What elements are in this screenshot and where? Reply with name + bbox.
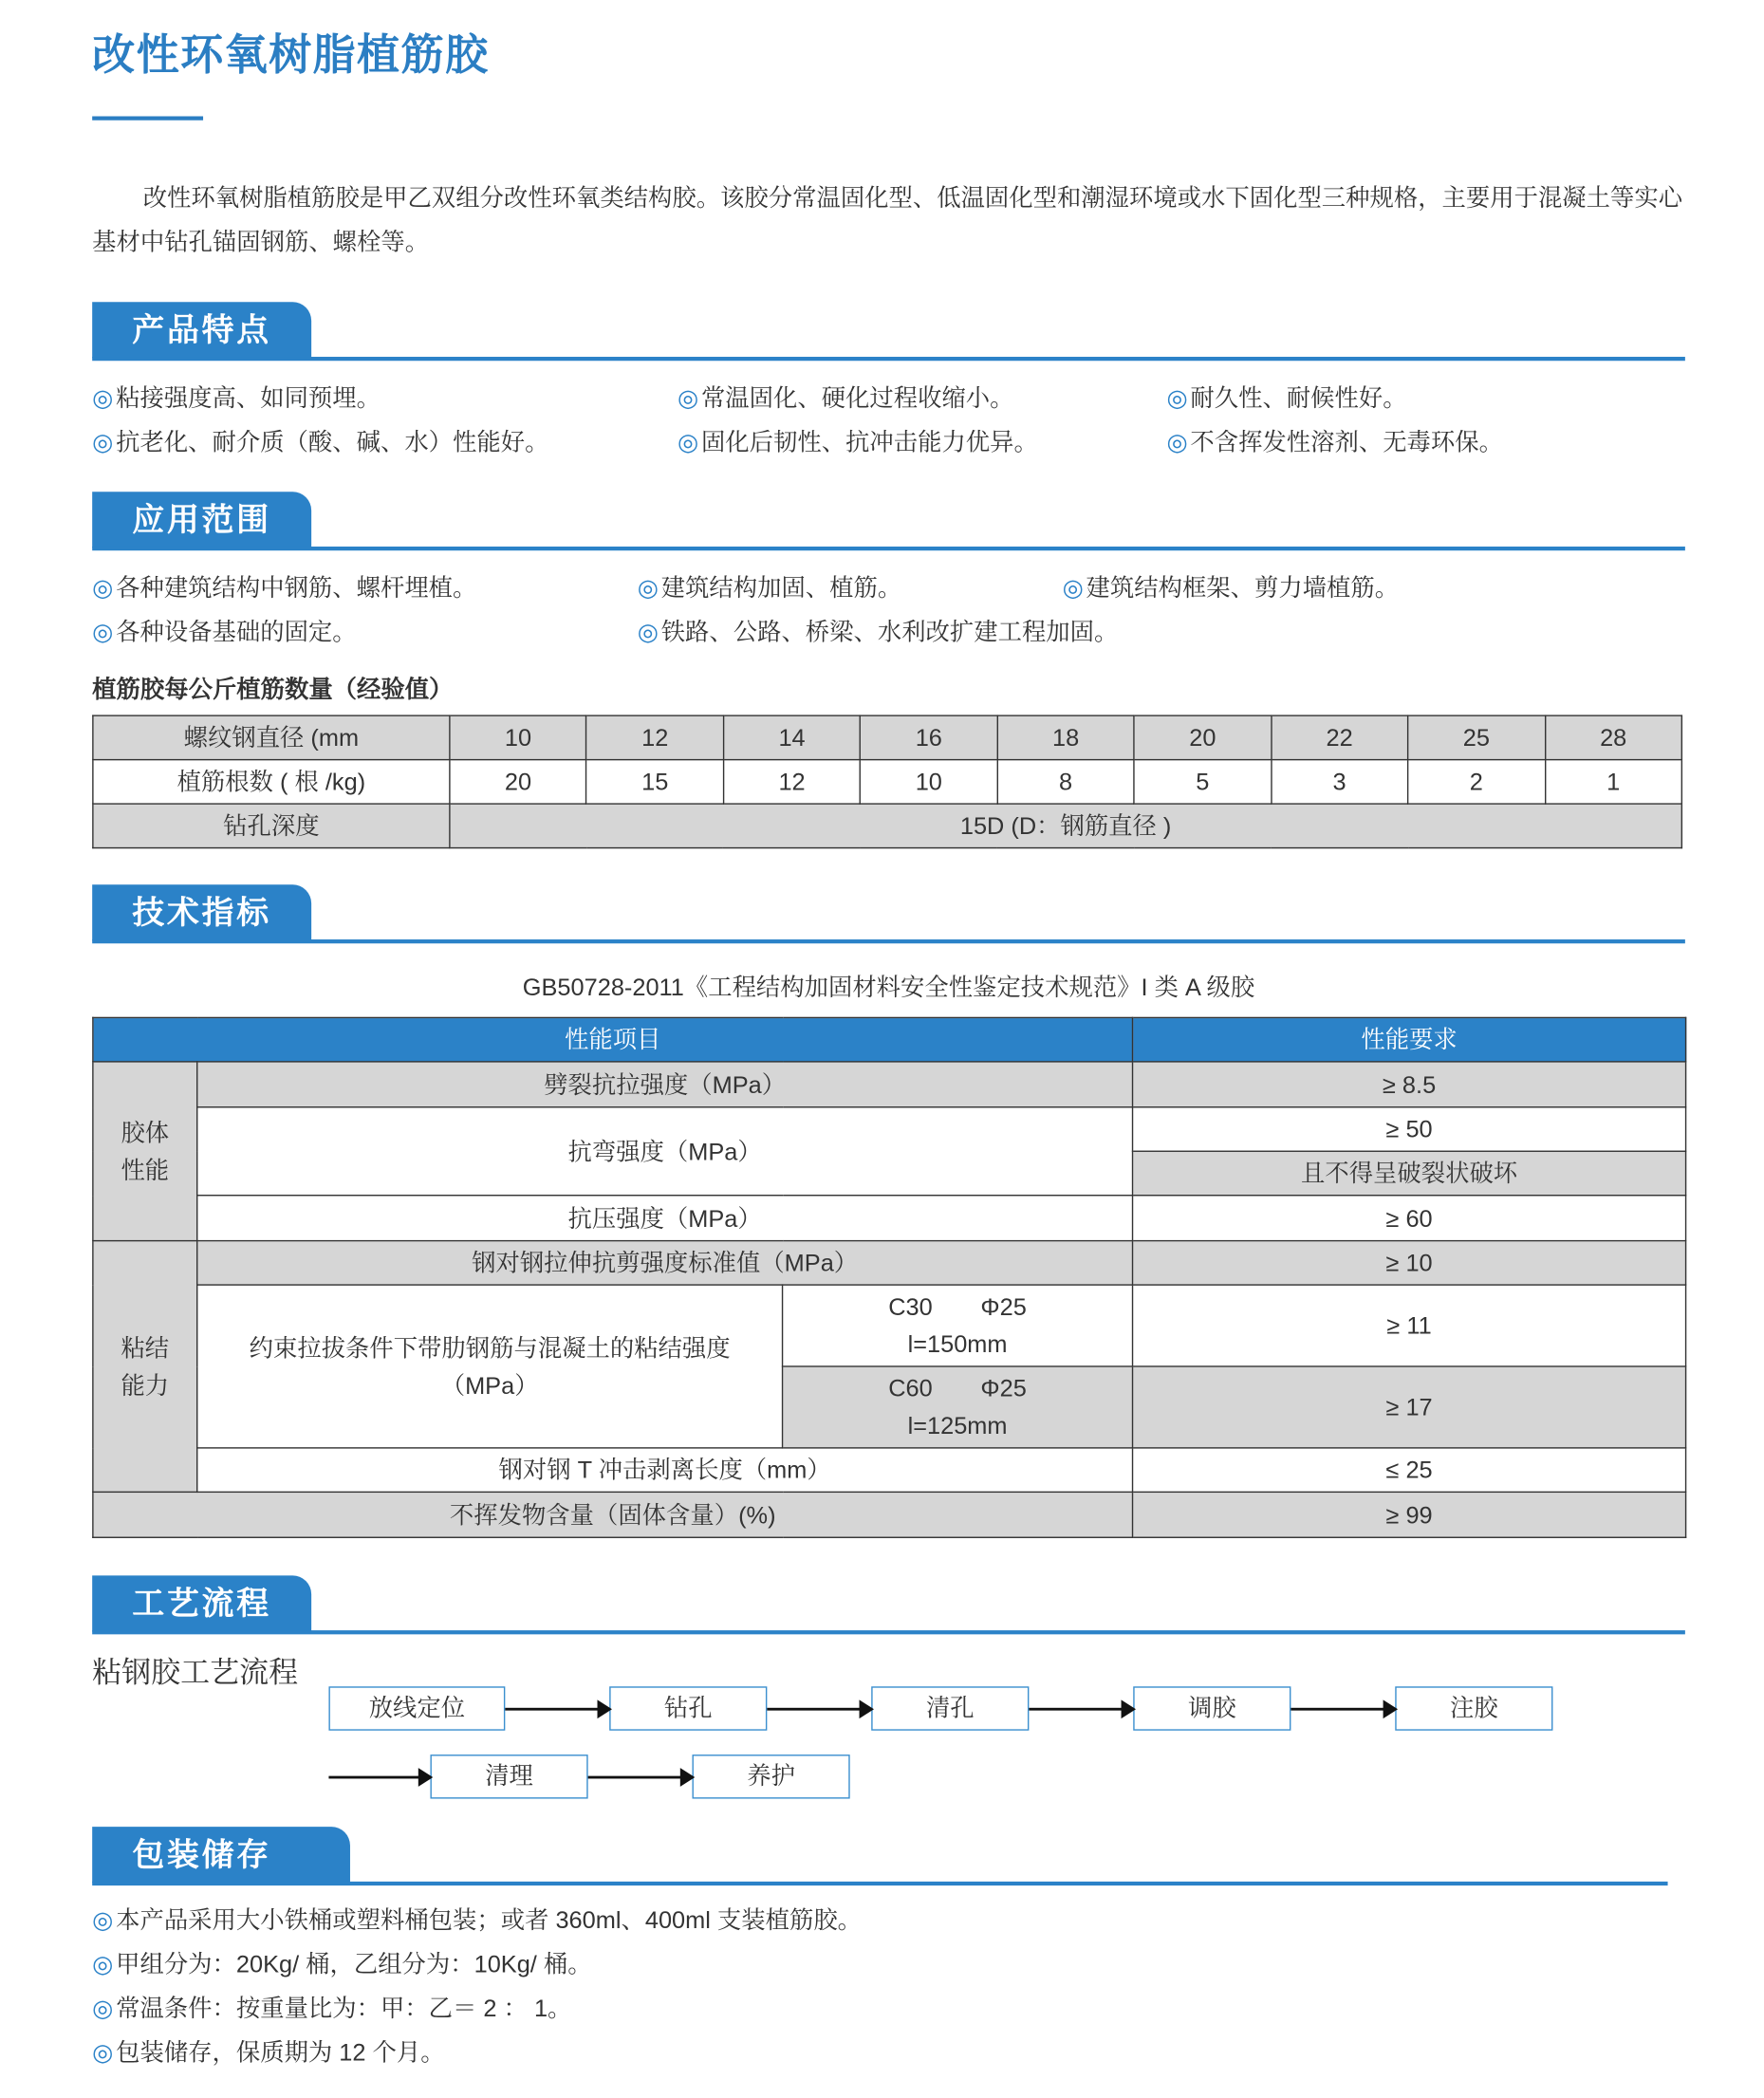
diameter-cell: 10 xyxy=(450,715,586,759)
list-item-text: 常温条件：按重量比为：甲：乙＝ 2 ： 1。 xyxy=(116,1995,572,2022)
count-cell: 2 xyxy=(1408,760,1545,804)
count-cell: 15 xyxy=(586,760,723,804)
count-cell: 5 xyxy=(1134,760,1271,804)
quantity-table-caption: 植筋胶每公斤植筋数量（经验值） xyxy=(92,676,454,703)
row-label: 钻孔深度 xyxy=(93,804,450,847)
section-heading: 产品特点 xyxy=(92,302,311,358)
count-cell: 8 xyxy=(997,760,1134,804)
list-item-text: 各种建筑结构中钢筋、螺杆埋植。 xyxy=(116,574,477,602)
spec-name: 约束拉拔条件下带肋钢筋与混凝土的粘结强度（MPa） xyxy=(197,1285,783,1448)
arrow-right-icon xyxy=(767,1708,871,1711)
process-subtitle: 粘钢胶工艺流程 xyxy=(92,1655,299,1690)
quantity-table xyxy=(92,715,1682,848)
bullet-icon: ◎ xyxy=(1062,574,1084,602)
process-step: 养护 xyxy=(692,1755,849,1798)
list-item-text: 不含挥发性溶剂、无毒环保。 xyxy=(1190,429,1503,456)
count-cell: 10 xyxy=(861,760,997,804)
process-step: 放线定位 xyxy=(328,1686,505,1730)
diameter-cell: 22 xyxy=(1271,715,1407,759)
diameter-cell: 18 xyxy=(997,715,1134,759)
spec-name: 不挥发物含量（固体含量）(%) xyxy=(93,1492,1133,1537)
page-title: 改性环氧树脂植筋胶 xyxy=(92,30,490,80)
bullet-icon: ◎ xyxy=(92,1951,114,1978)
process-step: 清理 xyxy=(430,1755,587,1798)
list-item xyxy=(1063,569,1399,604)
section-applications xyxy=(92,492,1685,550)
section-rule xyxy=(92,357,1685,361)
section-rule xyxy=(92,1882,1667,1885)
list-item-text: 建筑结构框架、剪力墙植筋。 xyxy=(1086,574,1400,602)
group-label: 胶体 性能 xyxy=(93,1062,197,1241)
list-item-text: 耐久性、耐候性好。 xyxy=(1190,384,1407,412)
bullet-icon: ◎ xyxy=(92,1906,114,1934)
bullet-icon: ◎ xyxy=(92,2039,114,2067)
section-rule xyxy=(92,1630,1685,1634)
list-item-text: 粘接强度高、如同预埋。 xyxy=(116,384,381,412)
section-process xyxy=(92,1575,1685,1634)
section-heading: 应用范围 xyxy=(92,492,311,548)
list-item-text: 本产品采用大小铁桶或塑料桶包装；或者 360ml、400ml 支装植筋胶。 xyxy=(116,1906,863,1934)
depth-value: 15D (D：钢筋直径 ) xyxy=(450,804,1681,847)
row-label: 植筋根数 ( 根 /kg) xyxy=(93,760,450,804)
section-heading: 包装储存 xyxy=(92,1827,350,1883)
diameter-cell: 14 xyxy=(723,715,860,759)
count-cell: 20 xyxy=(450,760,586,804)
section-heading: 工艺流程 xyxy=(92,1575,311,1631)
spec-value: 且不得呈破裂状破坏 xyxy=(1133,1151,1686,1195)
title-underline xyxy=(92,117,203,121)
process-step: 注胶 xyxy=(1395,1686,1552,1730)
bullet-icon: ◎ xyxy=(1166,429,1188,456)
intro-paragraph: 改性环氧树脂植筋胶是甲乙双组分改性环氧类结构胶。该胶分常温固化型、低温固化型和潮湿环境或水下固化型三种规格，主要用于混凝土等实心基材中钻孔锚固钢筋、螺栓等。 xyxy=(92,184,1683,255)
count-cell: 3 xyxy=(1271,760,1407,804)
spec-name: 抗弯强度（MPa） xyxy=(197,1107,1133,1196)
list-item xyxy=(92,1902,862,1937)
list-item xyxy=(1166,380,1406,415)
arrow-right-icon xyxy=(505,1708,609,1711)
specs-table xyxy=(92,1017,1686,1538)
diameter-cell: 12 xyxy=(586,715,723,759)
spec-value: ≥ 10 xyxy=(1133,1241,1686,1285)
list-item xyxy=(678,380,1013,415)
list-item xyxy=(1166,423,1502,458)
list-item xyxy=(92,423,548,458)
list-item-text: 甲组分为：20Kg/ 桶，乙组分为：10Kg/ 桶。 xyxy=(116,1951,592,1978)
process-step: 钻孔 xyxy=(609,1686,767,1730)
diameter-cell: 25 xyxy=(1408,715,1545,759)
list-item xyxy=(92,569,476,604)
header-item: 性能项目 xyxy=(93,1017,1133,1061)
list-item-text: 建筑结构加固、植筋。 xyxy=(660,574,902,602)
list-item-text: 包装储存，保质期为 12 个月。 xyxy=(116,2039,445,2067)
spec-value: ≥ 11 xyxy=(1133,1285,1686,1366)
spec-value: ≥ 60 xyxy=(1133,1196,1686,1241)
diameter-cell: 28 xyxy=(1545,715,1681,759)
arrow-right-icon xyxy=(1029,1708,1133,1711)
spec-value: ≥ 99 xyxy=(1133,1492,1686,1537)
section-heading: 技术指标 xyxy=(92,884,311,940)
list-item-text: 各种设备基础的固定。 xyxy=(116,619,357,646)
specs-caption: GB50728-2011《工程结构加固材料安全性鉴定技术规范》I 类 A 级胶 xyxy=(522,974,1255,1001)
spec-condition: C60 Φ25 l=125mm xyxy=(783,1366,1133,1448)
bullet-icon: ◎ xyxy=(637,574,659,602)
list-item-text: 固化后韧性、抗冲击能力优异。 xyxy=(700,429,1038,456)
bullet-icon: ◎ xyxy=(92,619,114,646)
header-requirement: 性能要求 xyxy=(1133,1017,1686,1061)
list-item-text: 铁路、公路、桥梁、水利改扩建工程加固。 xyxy=(660,619,1119,646)
arrow-right-icon xyxy=(328,1776,430,1779)
spec-name: 钢对钢 T 冲击剥离长度（mm） xyxy=(197,1448,1133,1492)
list-item-text: 常温固化、硬化过程收缩小。 xyxy=(700,384,1014,412)
diameter-cell: 20 xyxy=(1134,715,1271,759)
bullet-icon: ◎ xyxy=(92,384,114,412)
spec-value: ≥ 8.5 xyxy=(1133,1062,1686,1107)
section-features xyxy=(92,302,1685,361)
list-item xyxy=(92,613,356,648)
list-item xyxy=(638,613,1119,648)
section-rule xyxy=(92,547,1685,550)
list-item xyxy=(92,1990,571,2025)
list-item-text: 抗老化、耐介质（酸、碱、水）性能好。 xyxy=(116,429,549,456)
section-rule xyxy=(92,939,1685,943)
list-item xyxy=(638,569,901,604)
bullet-icon: ◎ xyxy=(92,574,114,602)
spec-name: 劈裂抗拉强度（MPa） xyxy=(197,1062,1133,1107)
diameter-cell: 16 xyxy=(861,715,997,759)
list-item xyxy=(92,2033,444,2069)
bullet-icon: ◎ xyxy=(637,619,659,646)
section-specs xyxy=(92,884,1685,943)
process-step: 清孔 xyxy=(871,1686,1029,1730)
bullet-icon: ◎ xyxy=(92,1995,114,2022)
section-packaging xyxy=(92,1827,1667,1885)
arrow-right-icon xyxy=(1291,1708,1395,1711)
process-step: 调胶 xyxy=(1133,1686,1291,1730)
bullet-icon: ◎ xyxy=(678,429,699,456)
spec-value: ≥ 17 xyxy=(1133,1366,1686,1448)
spec-condition: C30 Φ25 l=150mm xyxy=(783,1285,1133,1366)
list-item xyxy=(678,423,1038,458)
spec-value: ≥ 50 xyxy=(1133,1107,1686,1151)
bullet-icon: ◎ xyxy=(92,429,114,456)
list-item xyxy=(92,380,381,415)
group-label: 粘结 能力 xyxy=(93,1241,197,1493)
arrow-right-icon xyxy=(588,1776,693,1779)
bullet-icon: ◎ xyxy=(1166,384,1188,412)
count-cell: 1 xyxy=(1545,760,1681,804)
spec-value: ≤ 25 xyxy=(1133,1448,1686,1492)
count-cell: 12 xyxy=(723,760,860,804)
list-item xyxy=(92,1945,591,1980)
spec-name: 抗压强度（MPa） xyxy=(197,1196,1133,1241)
spec-name: 钢对钢拉伸抗剪强度标准值（MPa） xyxy=(197,1241,1133,1285)
bullet-icon: ◎ xyxy=(678,384,699,412)
row-label: 螺纹钢直径 (mm xyxy=(93,715,450,759)
